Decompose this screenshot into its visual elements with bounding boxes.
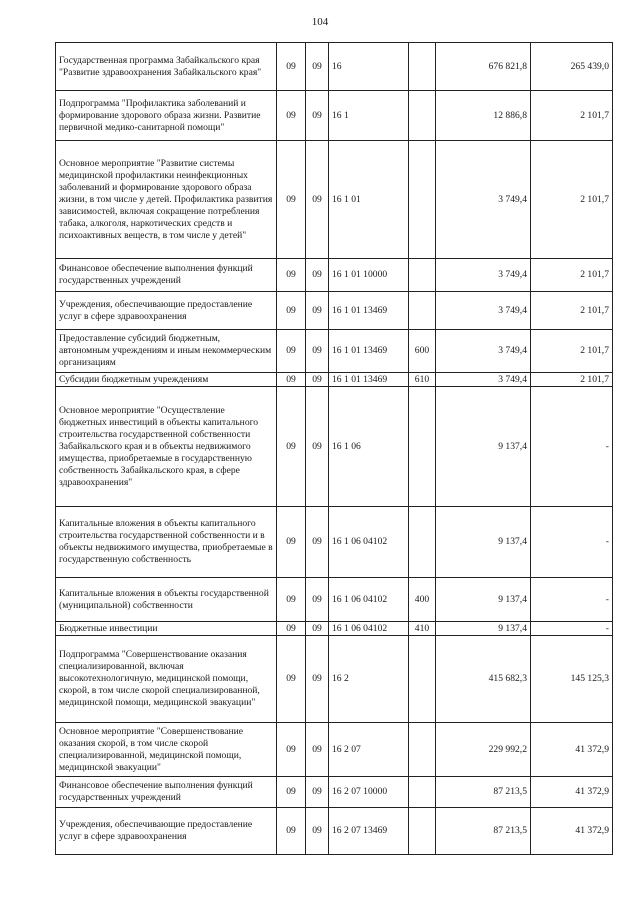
cell-sum-2: 41 372,9 [531, 777, 613, 808]
cell-rz: 09 [277, 622, 306, 636]
table-row [56, 141, 613, 259]
cell-csr: 16 2 07 10000 [329, 777, 409, 808]
cell-sum-1: 415 682,3 [436, 636, 531, 723]
cell-vr [409, 43, 436, 91]
row-name: Подпрограмма "Профилактика заболеваний и формирование здорового образа жизни. Развитие первичной медико-санитарной помощи" [56, 91, 277, 141]
cell-sum-2: 2 101,7 [531, 259, 613, 292]
cell-rz: 09 [277, 808, 306, 855]
cell-pr: 09 [306, 507, 329, 578]
table-row [56, 622, 613, 636]
cell-csr: 16 2 07 13469 [329, 808, 409, 855]
cell-pr: 09 [306, 259, 329, 292]
cell-sum-2: 2 101,7 [531, 373, 613, 387]
table-row [56, 292, 613, 330]
cell-pr: 09 [306, 373, 329, 387]
cell-vr: 400 [409, 578, 436, 622]
cell-sum-1: 3 749,4 [436, 373, 531, 387]
cell-vr: 410 [409, 622, 436, 636]
cell-vr: 600 [409, 330, 436, 373]
cell-vr [409, 259, 436, 292]
table-row [56, 777, 613, 808]
table-row [56, 330, 613, 373]
page-number: 104 [311, 16, 329, 28]
cell-csr: 16 1 06 04102 [329, 622, 409, 636]
cell-vr [409, 808, 436, 855]
cell-csr: 16 1 06 [329, 387, 409, 507]
cell-sum-1: 12 886,8 [436, 91, 531, 141]
cell-sum-1: 229 992,2 [436, 723, 531, 777]
row-name: Субсидии бюджетным учреждениям [56, 373, 277, 387]
row-name: Государственная программа Забайкальского края "Развитие здравоохранения Забайкальского края" [56, 43, 277, 91]
cell-vr [409, 723, 436, 777]
row-name: Основное мероприятие "Осуществление бюджетных инвестиций в объекты капитального строительства государственной собственности Забайкальского края и в объекты недвижимого имущества, приобретаемые в государственную собственность Забайкальского края, в сфере здравоохранения" [56, 387, 277, 507]
cell-rz: 09 [277, 636, 306, 723]
cell-sum-1: 87 213,5 [436, 777, 531, 808]
cell-sum-2: 2 101,7 [531, 141, 613, 259]
cell-csr: 16 1 06 04102 [329, 507, 409, 578]
cell-vr [409, 141, 436, 259]
cell-csr: 16 1 06 04102 [329, 578, 409, 622]
cell-sum-2: 145 125,3 [531, 636, 613, 723]
cell-pr: 09 [306, 622, 329, 636]
cell-vr: 610 [409, 373, 436, 387]
cell-sum-1: 676 821,8 [436, 43, 531, 91]
cell-rz: 09 [277, 259, 306, 292]
cell-sum-1: 3 749,4 [436, 292, 531, 330]
table-row [56, 723, 613, 777]
cell-csr: 16 2 07 [329, 723, 409, 777]
cell-sum-1: 3 749,4 [436, 330, 531, 373]
cell-sum-1: 3 749,4 [436, 259, 531, 292]
cell-pr: 09 [306, 292, 329, 330]
cell-sum-2: 2 101,7 [531, 330, 613, 373]
cell-rz: 09 [277, 578, 306, 622]
cell-sum-2: 41 372,9 [531, 808, 613, 855]
table-row [56, 43, 613, 91]
row-name: Финансовое обеспечение выполнения функций государственных учреждений [56, 259, 277, 292]
cell-sum-2: - [531, 622, 613, 636]
row-name: Подпрограмма "Совершенствование оказания специализированной, включая высокотехнологичную, медицинской помощи, скорой, в том числе скорой специализированной, медицинской помощи, медицинской эвакуации" [56, 636, 277, 723]
cell-sum-1: 9 137,4 [436, 578, 531, 622]
cell-pr: 09 [306, 777, 329, 808]
cell-sum-2: - [531, 387, 613, 507]
cell-csr: 16 1 01 [329, 141, 409, 259]
table-row [56, 373, 613, 387]
cell-sum-2: - [531, 578, 613, 622]
cell-vr [409, 387, 436, 507]
cell-csr: 16 1 [329, 91, 409, 141]
row-name: Учреждения, обеспечивающие предоставление услуг в сфере здравоохранения [56, 808, 277, 855]
cell-vr [409, 507, 436, 578]
cell-csr: 16 1 01 13469 [329, 292, 409, 330]
cell-rz: 09 [277, 43, 306, 91]
cell-rz: 09 [277, 91, 306, 141]
cell-sum-1: 3 749,4 [436, 141, 531, 259]
row-name: Финансовое обеспечение выполнения функций государственных учреждений [56, 777, 277, 808]
cell-pr: 09 [306, 578, 329, 622]
cell-rz: 09 [277, 141, 306, 259]
cell-sum-2: 265 439,0 [531, 43, 613, 91]
table-row [56, 259, 613, 292]
cell-vr [409, 777, 436, 808]
cell-csr: 16 [329, 43, 409, 91]
cell-sum-2: 41 372,9 [531, 723, 613, 777]
cell-sum-1: 9 137,4 [436, 622, 531, 636]
cell-csr: 16 2 [329, 636, 409, 723]
table-row [56, 387, 613, 507]
cell-pr: 09 [306, 808, 329, 855]
cell-sum-1: 87 213,5 [436, 808, 531, 855]
row-name: Основное мероприятие "Совершенствование оказания скорой, в том числе скорой специализированной, медицинской помощи, медицинской эвакуации" [56, 723, 277, 777]
cell-vr [409, 91, 436, 141]
cell-rz: 09 [277, 330, 306, 373]
cell-sum-2: - [531, 507, 613, 578]
cell-sum-1: 9 137,4 [436, 387, 531, 507]
cell-pr: 09 [306, 387, 329, 507]
cell-vr [409, 636, 436, 723]
cell-vr [409, 292, 436, 330]
cell-rz: 09 [277, 373, 306, 387]
cell-pr: 09 [306, 43, 329, 91]
cell-csr: 16 1 01 13469 [329, 373, 409, 387]
row-name: Капитальные вложения в объекты капитального строительства государственной собственности и в объекты недвижимого имущества, приобретаемые в государственную собственность [56, 507, 277, 578]
cell-sum-2: 2 101,7 [531, 292, 613, 330]
cell-pr: 09 [306, 636, 329, 723]
cell-csr: 16 1 01 13469 [329, 330, 409, 373]
cell-sum-1: 9 137,4 [436, 507, 531, 578]
cell-rz: 09 [277, 507, 306, 578]
row-name: Основное мероприятие "Развитие системы медицинской профилактики неинфекционных заболеваний и формирование здорового образа жизни, в том числе у детей. Профилактика развития зависимостей, включая сокращение потребления табака, алкоголя, наркотических средств и психоактивных веществ, в том числе у детей" [56, 141, 277, 259]
table-row [56, 91, 613, 141]
table-row [56, 507, 613, 578]
cell-pr: 09 [306, 723, 329, 777]
cell-rz: 09 [277, 387, 306, 507]
cell-csr: 16 1 01 10000 [329, 259, 409, 292]
cell-pr: 09 [306, 91, 329, 141]
cell-sum-2: 2 101,7 [531, 91, 613, 141]
table-row [56, 636, 613, 723]
cell-pr: 09 [306, 330, 329, 373]
cell-rz: 09 [277, 723, 306, 777]
table-row [56, 578, 613, 622]
cell-rz: 09 [277, 292, 306, 330]
row-name: Учреждения, обеспечивающие предоставление услуг в сфере здравоохранения [56, 292, 277, 330]
table-row [56, 808, 613, 855]
budget-table [55, 42, 613, 855]
cell-rz: 09 [277, 777, 306, 808]
row-name: Предоставление субсидий бюджетным, автономным учреждениям и иным некоммерческим организациям [56, 330, 277, 373]
row-name: Капитальные вложения в объекты государственной (муниципальной) собственности [56, 578, 277, 622]
row-name: Бюджетные инвестиции [56, 622, 277, 636]
cell-pr: 09 [306, 141, 329, 259]
